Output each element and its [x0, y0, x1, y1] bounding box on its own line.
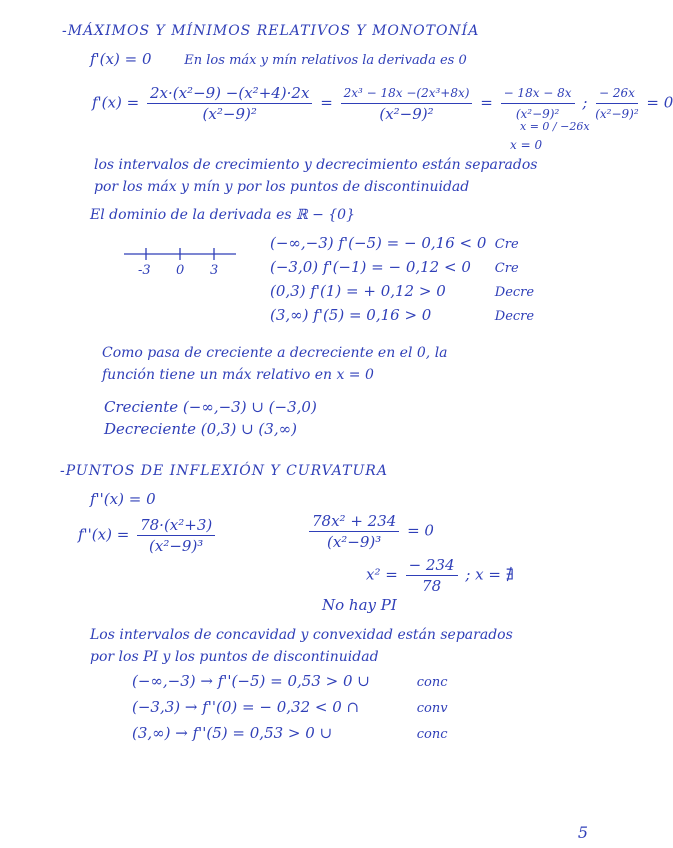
separator: ;	[582, 93, 588, 112]
interval-row	[270, 282, 534, 300]
interval-label: (3,∞) f'(5) = 0,16 > 0	[270, 306, 432, 324]
x2-tail: ; x = ∄	[465, 565, 514, 584]
fraction-1	[147, 84, 312, 123]
equals-sign: =	[320, 93, 333, 112]
intro-eq: f'(x) = 0	[90, 50, 152, 68]
interval-label: (−∞,−3) f'(−5) = − 0,16 < 0	[270, 234, 487, 252]
rhs-equals-zero: = 0	[407, 521, 434, 540]
curvature-label: (−∞,−3) → f''(−5) = 0,53 > 0 ∪	[132, 672, 370, 690]
curvature-label: (3,∞) → f''(5) = 0,53 > 0 ∪	[132, 724, 333, 742]
text-line-4: por los PI y los puntos de discontinuidad	[90, 649, 379, 665]
fraction-4-denominator: (x²−9)²	[595, 107, 639, 121]
fraction-1-denominator: (x²−9)²	[202, 105, 257, 123]
text-line-3: Los intervalos de concavidad y convexidad están separados	[90, 627, 513, 643]
deriv-lhs: f'(x) =	[92, 93, 140, 112]
f2-numerator: 78·(x²+3)	[137, 516, 215, 536]
fraction-2	[341, 84, 473, 123]
conclusion-line-1: Como pasa de creciente a decreciente en el 0, la	[102, 345, 448, 361]
interval-tag: Cre	[494, 237, 519, 252]
section1-title: -MÁXIMOS Y MÍNIMOS RELATIVOS Y MONOTONÍA	[62, 23, 480, 39]
f2-denominator: (x²−9)³	[149, 537, 204, 555]
page-number: 5	[577, 823, 588, 842]
curvature-tag: conv	[416, 701, 448, 716]
fraction-3-denominator: (x²−9)²	[515, 107, 560, 121]
interval-row	[270, 306, 534, 324]
rhs-numerator: 78x² + 234	[309, 512, 399, 532]
side-note-1: x = 0 / −26x	[520, 120, 590, 133]
rhs-equation	[306, 512, 434, 551]
domain-text: El dominio de la derivada es ℝ − {0}	[90, 207, 355, 223]
x2-fraction	[406, 556, 458, 595]
x2-lhs: x² =	[366, 565, 398, 584]
second-derivative-eq: f''(x) = 0	[90, 490, 156, 508]
equals-zero: = 0	[646, 93, 673, 112]
tick-label: -3	[138, 263, 151, 278]
interval-tag: Decre	[494, 285, 535, 300]
curvature-tag: conc	[416, 675, 448, 690]
rhs-fraction	[309, 512, 399, 551]
side-note-2: x = 0	[510, 138, 543, 152]
interval-row	[270, 234, 519, 252]
f2-fraction	[137, 516, 215, 555]
curvature-row	[132, 698, 448, 716]
interval-label: (−3,0) f'(−1) = − 0,12 < 0	[270, 258, 471, 276]
text-line-2: por los máx y mín y por los puntos de discontinuidad	[94, 179, 470, 195]
section2-title: -PUNTOS DE INFLEXIÓN Y CURVATURA	[60, 463, 388, 479]
curvature-label: (−3,3) → f''(0) = − 0,32 < 0 ∩	[132, 698, 360, 716]
no-pi-text: No hay PI	[322, 596, 397, 614]
fraction-2-denominator: (x²−9)²	[379, 105, 434, 123]
interval-label: (0,3) f'(1) = + 0,12 > 0	[270, 282, 446, 300]
tick-label: 3	[210, 263, 219, 278]
interval-row	[270, 258, 519, 276]
decreciente-line: Decreciente (0,3) ∪ (3,∞)	[104, 420, 297, 438]
curvature-row	[132, 672, 448, 690]
curvature-row	[132, 724, 448, 742]
x2-equation	[366, 556, 514, 595]
second-derivative-line	[78, 516, 218, 555]
curvature-tag: conc	[416, 727, 448, 742]
fraction-3-numerator: − 18x − 8x	[501, 84, 575, 104]
text-line-1: los intervalos de crecimiento y decrecimiento están separados	[94, 157, 538, 173]
creciente-line: Creciente (−∞,−3) ∪ (−3,0)	[104, 398, 317, 416]
rhs-denominator: (x²−9)³	[326, 533, 382, 551]
x2-numerator: − 234	[406, 556, 458, 576]
f2-lhs: f''(x) =	[78, 525, 130, 544]
intro-text: En los máx y mín relativos la derivada es 0	[184, 53, 467, 68]
x2-denominator: 78	[422, 577, 442, 595]
interval-tag: Decre	[494, 309, 535, 324]
fraction-4	[595, 84, 638, 123]
conclusion-line-2: función tiene un máx relativo en x = 0	[102, 367, 374, 383]
equals-sign-2: =	[480, 93, 493, 112]
fraction-4-numerator: − 26x	[596, 84, 638, 104]
fraction-2-numerator: 2x³ − 18x −(2x³+8x)	[341, 84, 473, 104]
number-line	[120, 244, 240, 280]
interval-tag: Cre	[494, 261, 519, 276]
tick-label: 0	[176, 263, 185, 278]
fraction-1-numerator: 2x·(x²−9) −(x²+4)·2x	[147, 84, 312, 104]
intro-equation	[90, 50, 467, 70]
